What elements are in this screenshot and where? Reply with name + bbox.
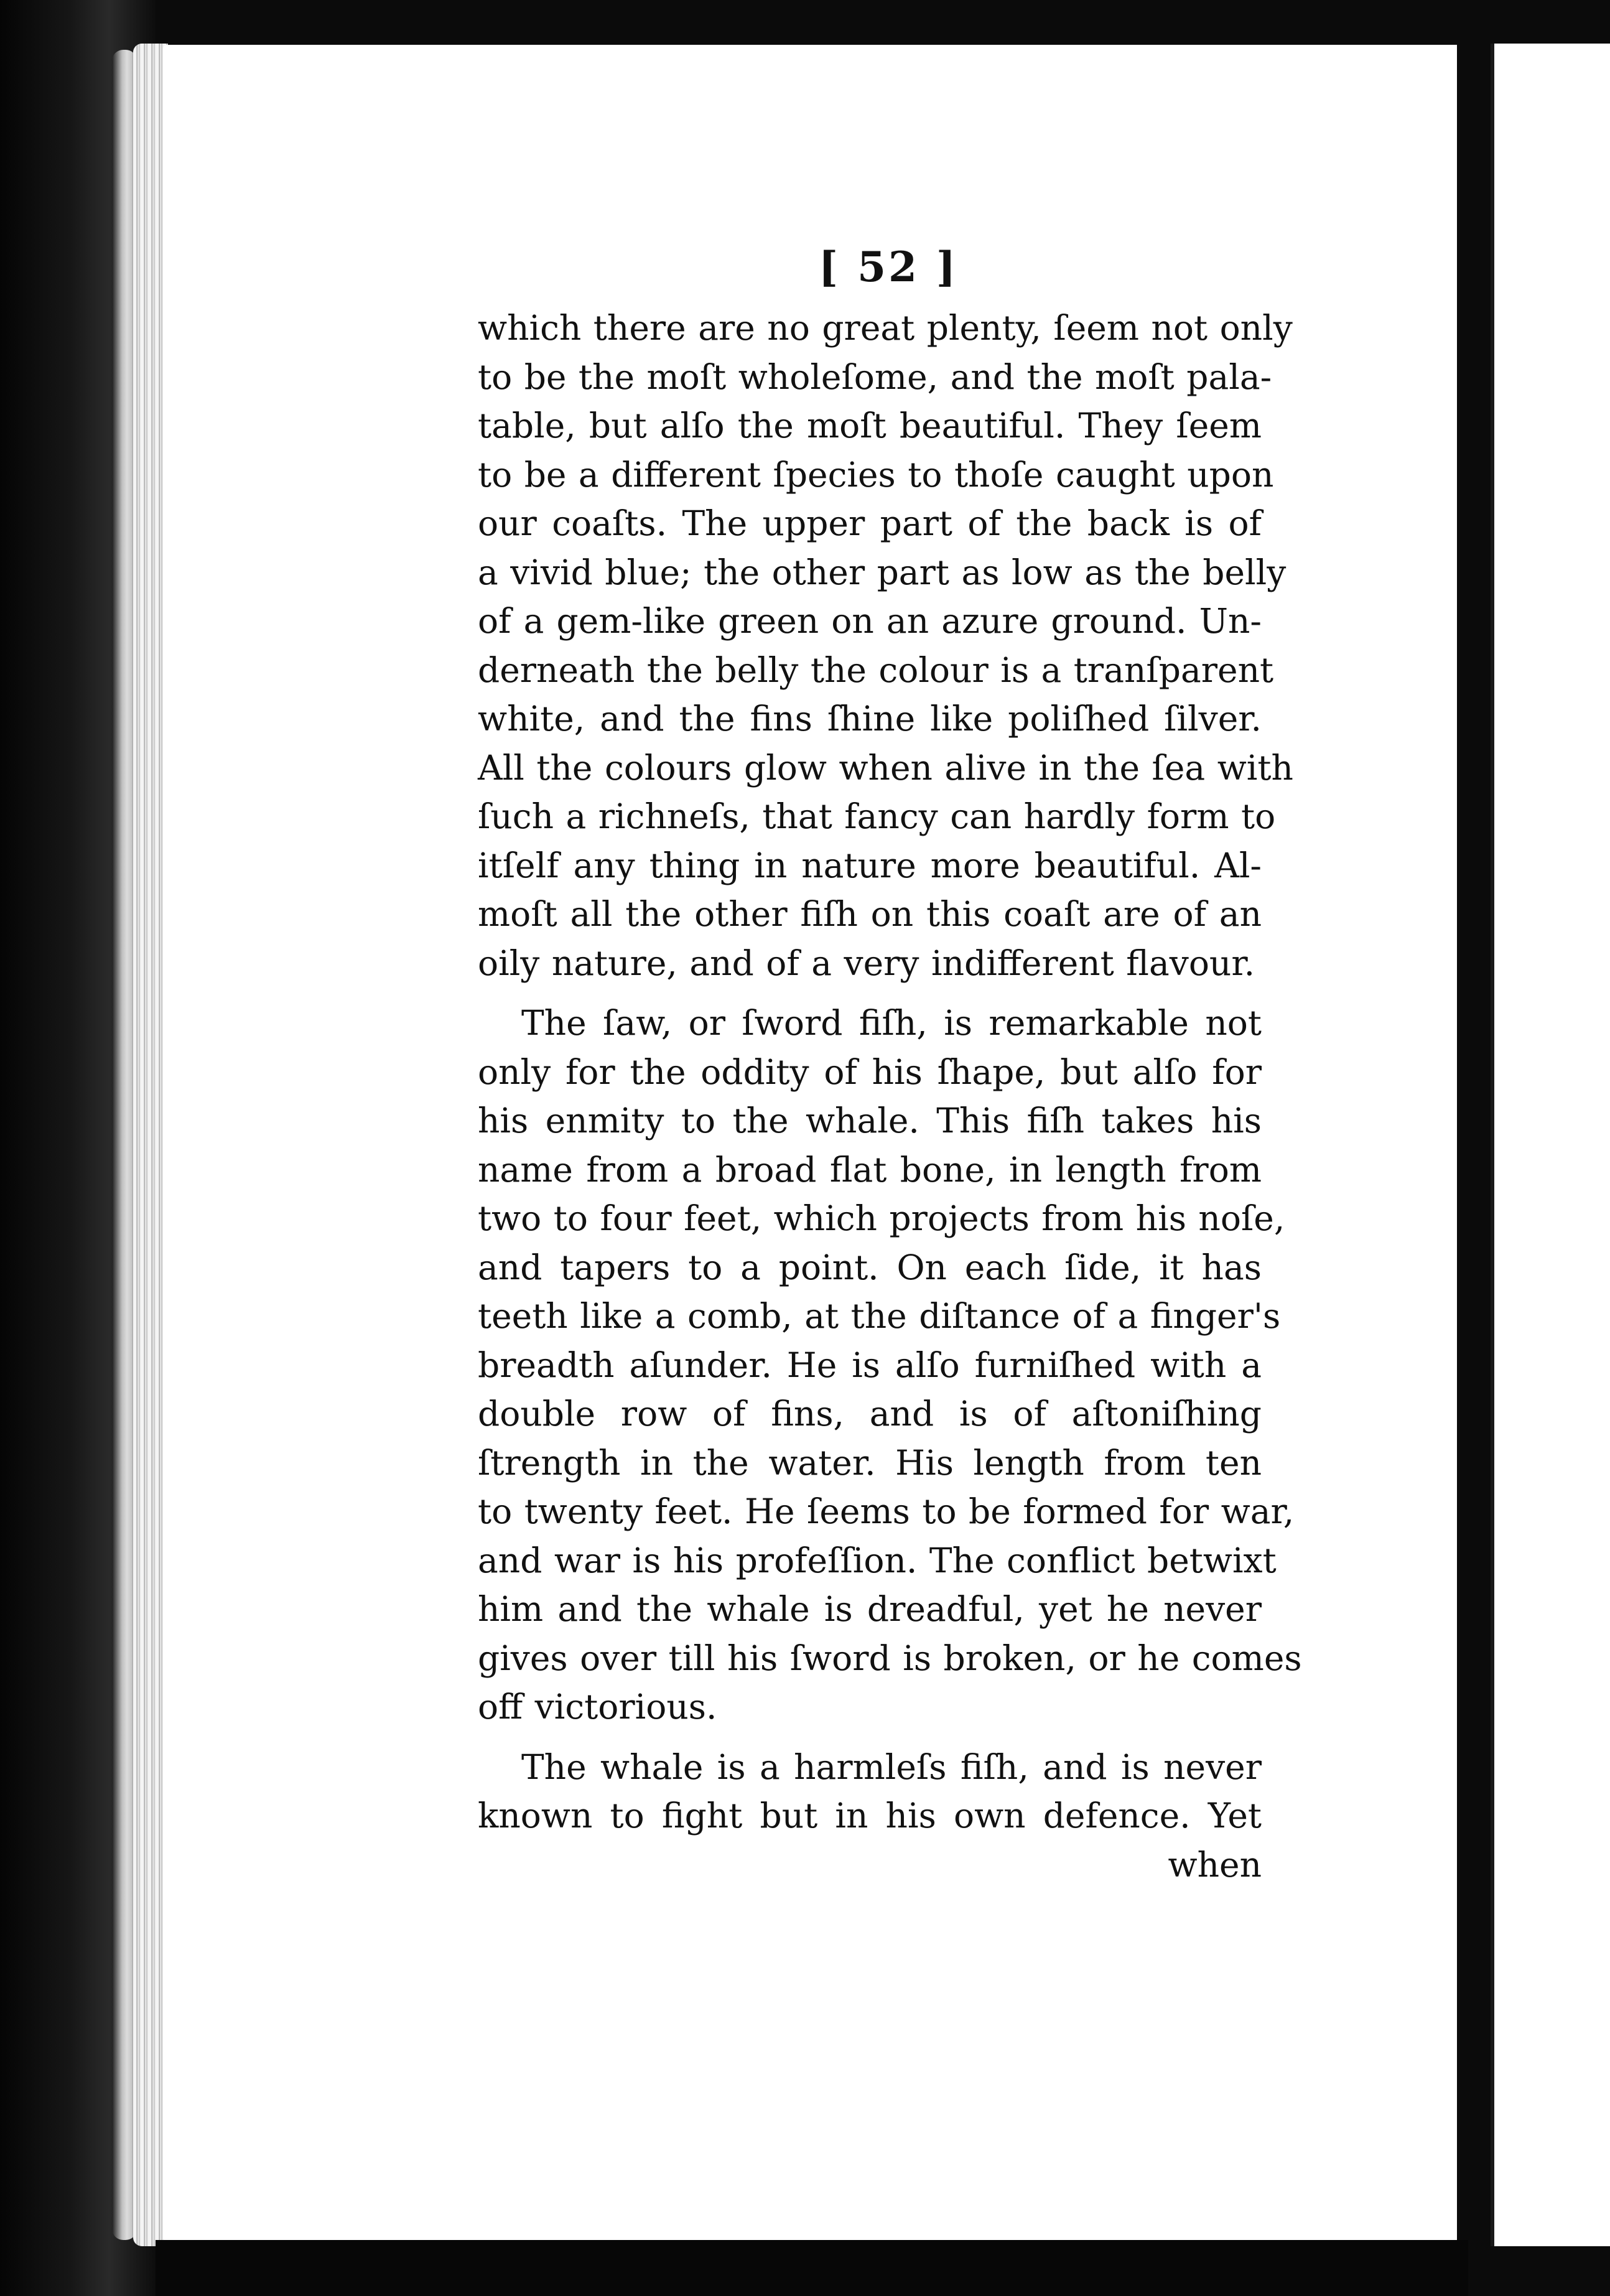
text-line: derneath the belly the colour is a tranſparent <box>478 650 1274 690</box>
facing-page-edge <box>1491 44 1610 2246</box>
text-line: teeth like a comb, at the diſtance of a finger's <box>478 1296 1281 1336</box>
text-line: white, and the fins ſhine like poliſhed ſilver. <box>478 699 1262 739</box>
text-line: him and the whale is dreadful, yet he never <box>478 1589 1262 1629</box>
text-line: oily nature, and of a very indifferent flavour. <box>478 943 1255 983</box>
text-line: double row of fins, and is of aſtoniſhing <box>478 1394 1262 1434</box>
page-text <box>478 230 1302 1889</box>
text-line: off victorious. <box>478 1687 717 1727</box>
text-line: itſelf any thing in nature more beautiful. Al- <box>478 845 1262 885</box>
text-line: only for the oddity of his ſhape, but alſo for <box>478 1052 1262 1092</box>
text-line: All the colours glow when alive in the ſea with <box>478 747 1293 788</box>
paragraph <box>478 999 1302 1732</box>
paragraph-gap <box>478 987 1262 999</box>
text-line: a vivid blue; the other part as low as the belly <box>478 552 1287 592</box>
text-line: his enmity to the whale. This fiſh takes his <box>478 1101 1262 1141</box>
text-line: two to four feet, which projects from his noſe, <box>478 1198 1285 1238</box>
text-line: and tapers to a point. On each ſide, it has <box>478 1247 1262 1287</box>
page-bottom-shadow <box>156 2240 1468 2296</box>
text-line: which there are no great plenty, ſeem not only <box>478 308 1293 348</box>
text-line: our coaſts. The upper part of the back is of <box>478 503 1262 543</box>
text-line: to be the moſt wholeſome, and the moſt pala- <box>478 357 1272 397</box>
text-line: name from a broad flat bone, in length from <box>478 1149 1262 1190</box>
paragraph <box>478 304 1293 987</box>
text-line: ſtrength in the water. His length from ten <box>478 1442 1262 1483</box>
text-line: moſt all the other fiſh on this coaſt are of an <box>478 894 1262 934</box>
text-line: gives over till his ſword is broken, or he comes <box>478 1638 1302 1678</box>
text-line: known to fight but in his own defence. Yet <box>478 1796 1262 1836</box>
text-line: to be a different ſpecies to thoſe caught upon <box>478 454 1274 495</box>
text-line: to twenty feet. He ſeems to be formed for war, <box>478 1491 1295 1531</box>
text-line: ſuch a richneſs, that fancy can hardly form to <box>478 796 1276 836</box>
text-line: of a gem-like green on an azure ground. Un- <box>478 601 1262 641</box>
paragraph-gap <box>478 1732 1262 1743</box>
paragraph <box>478 1743 1262 1841</box>
text-line: breadth aſunder. He is alſo furniſhed with a <box>478 1345 1262 1385</box>
text-line: table, but alſo the moſt beautiful. They ſeem <box>478 406 1262 446</box>
text-line: The ſaw, or ſword fiſh, is remarkable not <box>521 1003 1262 1043</box>
page-number: [ 52 ] <box>818 243 959 291</box>
text-line: and war is his profeſſion. The conflict betwixt <box>478 1540 1277 1580</box>
text-line: The whale is a harmleſs fiſh, and is never <box>521 1747 1262 1787</box>
catchword: when <box>1168 1844 1262 1885</box>
